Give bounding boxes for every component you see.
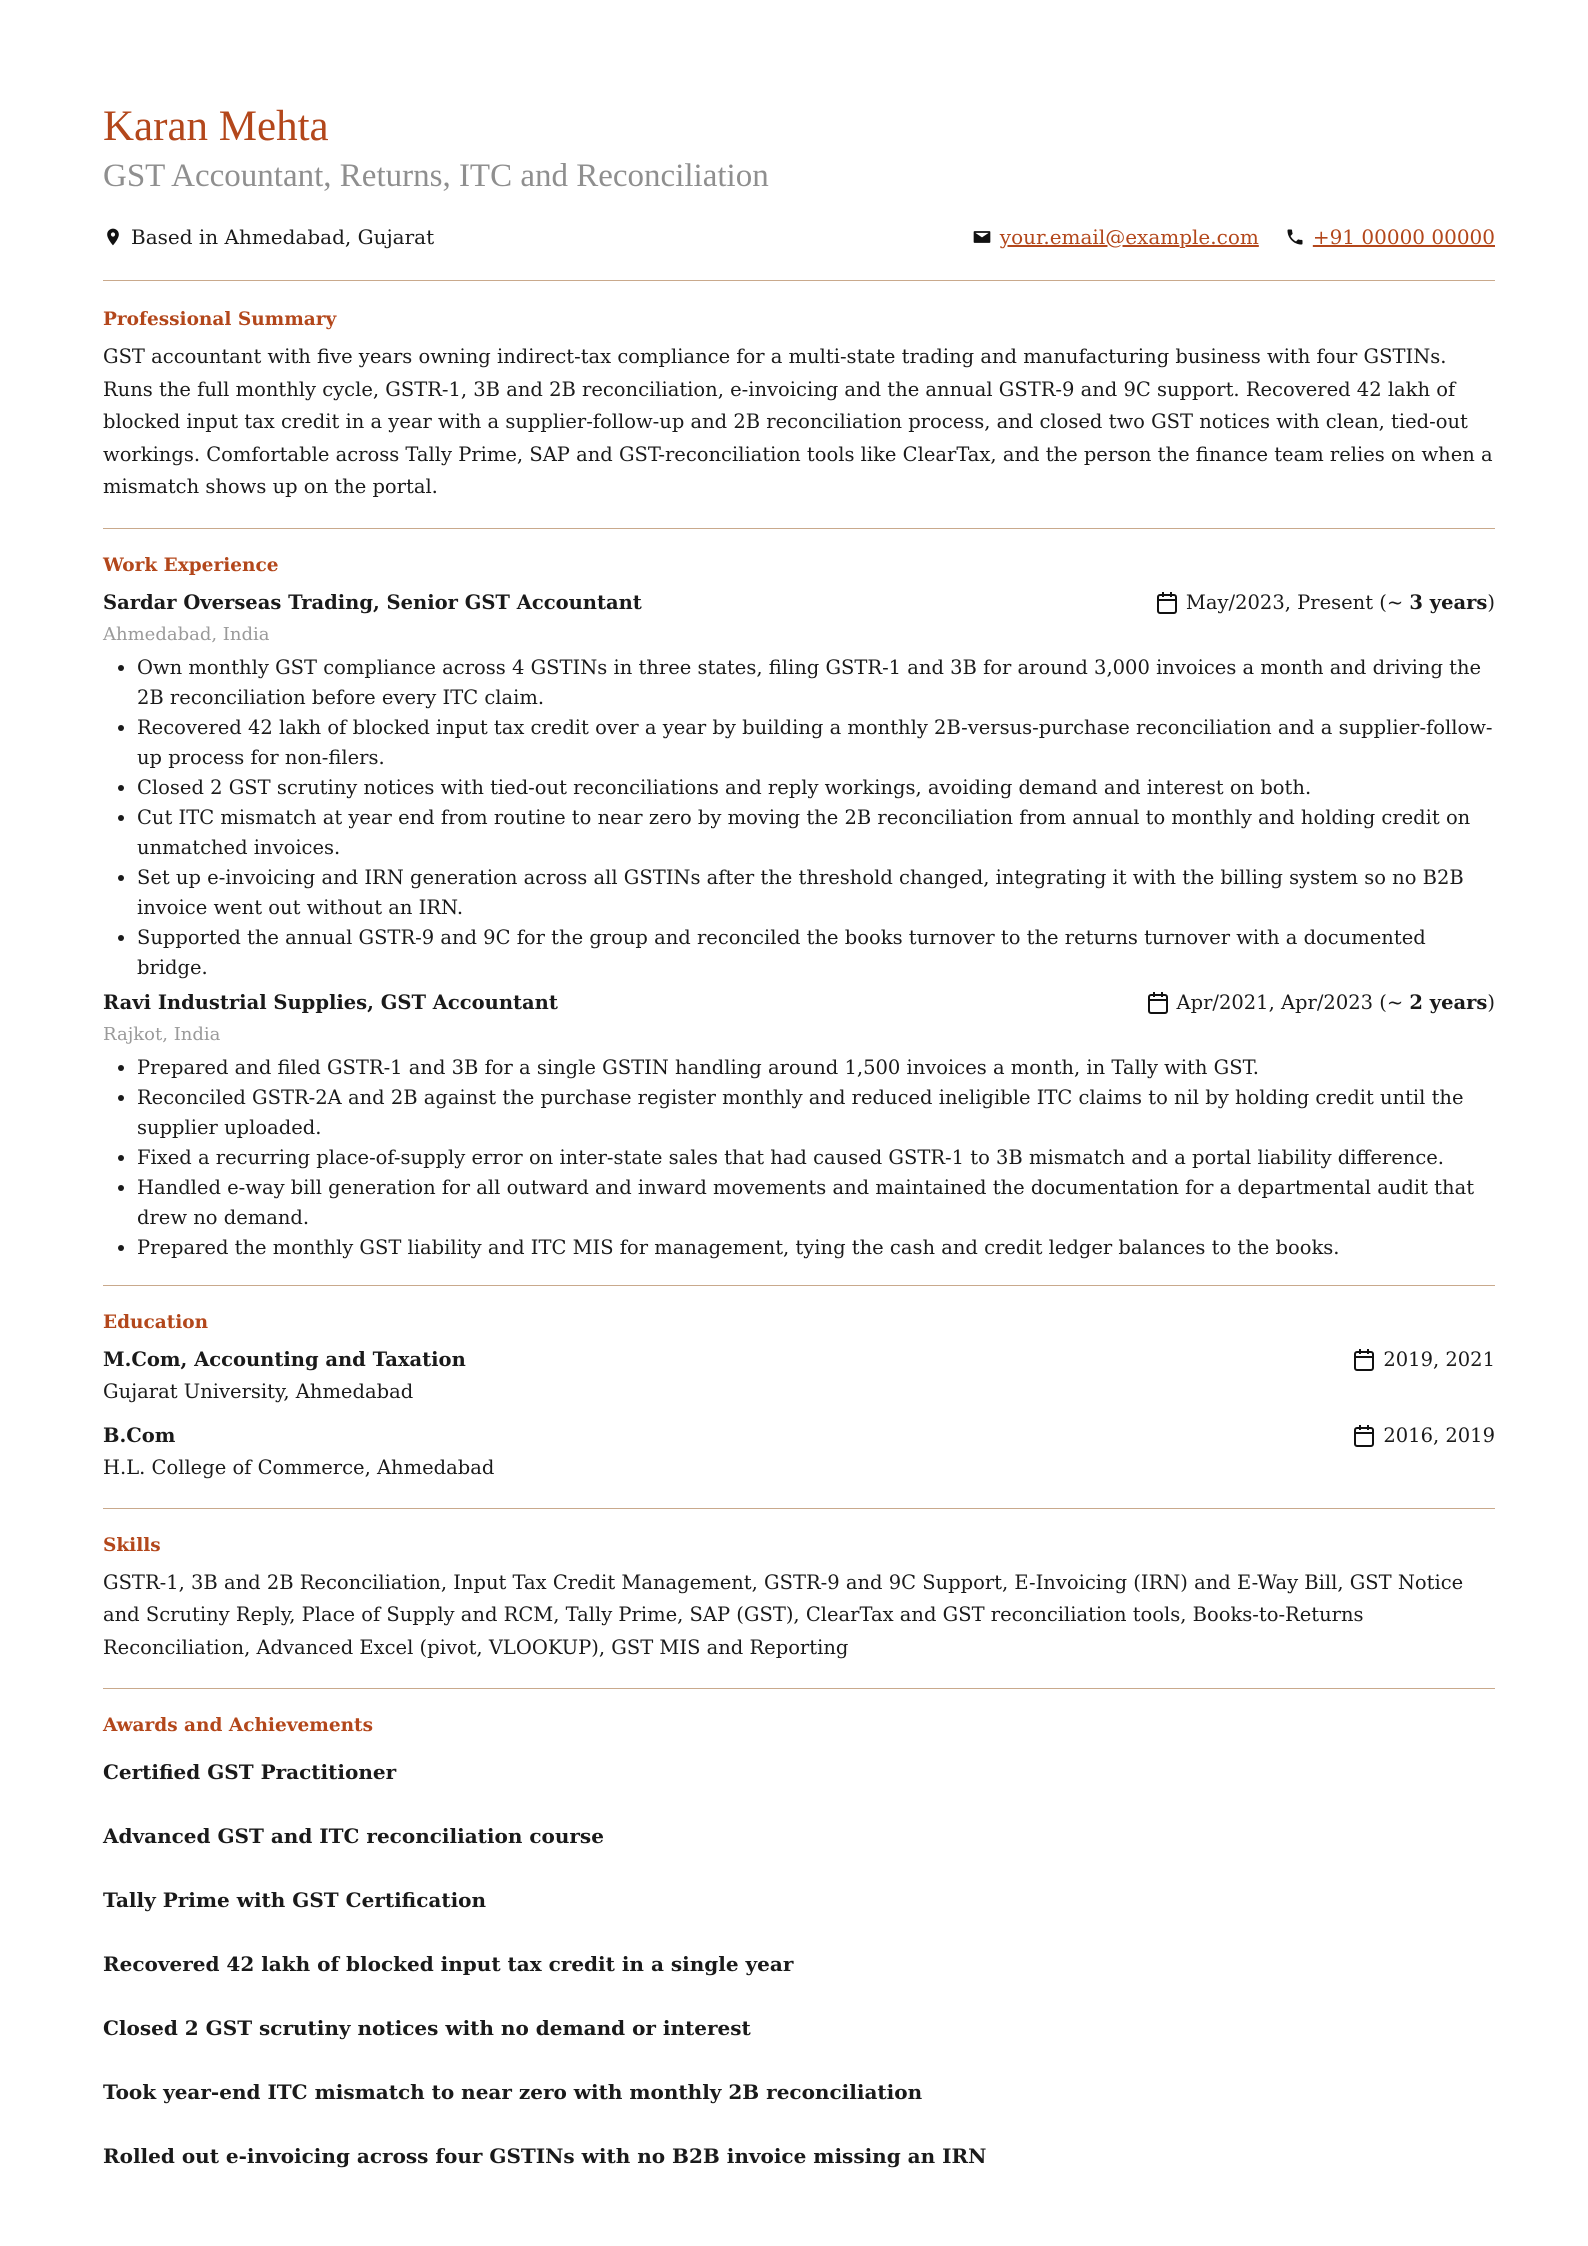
- education-entry: [103, 1344, 1495, 1408]
- map-pin-icon: [103, 227, 123, 247]
- phone-item: [1285, 225, 1495, 249]
- experience-section: [103, 529, 1495, 1285]
- section-heading: Professional Summary: [103, 309, 337, 330]
- job-title: [103, 587, 642, 619]
- section-heading: Work Experience: [103, 554, 279, 576]
- job-entry: [103, 987, 1495, 1263]
- section-heading: Education: [103, 1311, 209, 1333]
- education-entry: [103, 1420, 1495, 1484]
- award-item: Closed 2 GST scrutiny notices with no demand or interest: [103, 2016, 751, 2040]
- list-item: • Cut ITC mismatch at year end from routine to near zero by moving the 2B reconciliation from annual to monthly and holding credit on unmatched invoices.: [137, 803, 1495, 863]
- list-item: • Reconciled GSTR-2A and 2B against the purchase register monthly and reduced ineligible ITC claims to nil by holding credit until the supplier uploaded.: [137, 1083, 1495, 1143]
- award-item: Certified GST Practitioner: [103, 1760, 397, 1784]
- list-item: • Fixed a recurring place-of-supply error on inter-state sales that had caused GSTR-1 to 3B mismatch and a portal liability difference.: [137, 1143, 1495, 1173]
- list-item: • Recovered 42 lakh of blocked input tax credit over a year by building a monthly 2B-versus-purchase reconciliation and a supplier-follow-up process for non-filers.: [137, 713, 1495, 773]
- skills-text: GSTR-1, 3B and 2B Reconciliation, Input Tax Credit Management, GSTR-9 and 9C Support, E-Invoicing (IRN) and E-Way Bill, GST Notice and Scrutiny Reply, Place of Supply and RCM, Tally Prime, SAP (GST), ClearTax and GST reconciliation tools, Books-to-Returns Reconciliation, Advanced Excel (pivot, VLOOKUP), GST MIS and Reporting: [103, 1570, 1464, 1659]
- resume-page: [103, 100, 1495, 2231]
- candidate-name: Karan Mehta: [103, 103, 329, 150]
- job-entry: [103, 587, 1495, 983]
- calendar-icon: [1353, 1424, 1375, 1448]
- job-location: Rajkot, India: [103, 1023, 221, 1045]
- location-item: [103, 225, 434, 249]
- award-item: Tally Prime with GST Certification: [103, 1888, 487, 1912]
- list-item: • Prepared and filed GSTR-1 and 3B for a single GSTIN handling around 1,500 invoices a month, in Tally with GST.: [137, 1053, 1495, 1083]
- company-name: Ravi Industrial Supplies: [103, 990, 368, 1014]
- skills-section: [103, 1509, 1495, 1689]
- school-name: Gujarat University, Ahmedabad: [103, 1379, 414, 1403]
- award-item: Rolled out e-invoicing across four GSTINs with no B2B invoice missing an IRN: [103, 2144, 987, 2168]
- award-item: Advanced GST and ITC reconciliation course: [103, 1824, 604, 1848]
- email-item: [972, 225, 1259, 249]
- contact-bar: [103, 222, 1495, 252]
- award-item: Took year-end ITC mismatch to near zero with monthly 2B reconciliation: [103, 2080, 923, 2104]
- education-dates: 2016, 2019: [1353, 1420, 1495, 1452]
- section-heading: Skills: [103, 1534, 161, 1556]
- list-item: • Handled e-way bill generation for all outward and inward movements and maintained the documentation for a departmental audit that drew no demand.: [137, 1173, 1495, 1233]
- education-section: [103, 1286, 1495, 1508]
- calendar-icon: [1353, 1348, 1375, 1372]
- list-item: • Own monthly GST compliance across 4 GSTINs in three states, filing GSTR-1 and 3B for around 3,000 invoices a month and driving the 2B reconciliation before every ITC claim.: [137, 653, 1495, 713]
- job-location: Ahmedabad, India: [103, 623, 270, 645]
- job-bullets: [103, 1053, 1495, 1263]
- candidate-title: GST Accountant, Returns, ITC and Reconciliation: [103, 158, 769, 194]
- education-dates: 2019, 2021: [1353, 1344, 1495, 1376]
- company-name: Sardar Overseas Trading: [103, 590, 373, 614]
- job-role: , GST Accountant: [367, 990, 558, 1014]
- awards-section: [103, 1689, 1495, 2231]
- job-dates: Apr/2021, Apr/2023 (~ 2 years ): [1147, 987, 1496, 1019]
- job-dates: May/2023, Present (~ 3 years ): [1156, 587, 1495, 619]
- job-bullets: [103, 653, 1495, 983]
- list-item: • Set up e-invoicing and IRN generation across all GSTINs after the threshold changed, integrating it with the billing system so no B2B invoice went out without an IRN.: [137, 863, 1495, 923]
- list-item: • Supported the annual GSTR-9 and 9C for the group and reconciled the books turnover to the returns turnover with a documented bridge.: [137, 923, 1495, 983]
- list-item: • Prepared the monthly GST liability and ITC MIS for management, tying the cash and credit ledger balances to the books.: [137, 1233, 1495, 1263]
- section-heading: Awards and Achievements: [103, 1715, 374, 1736]
- job-role: , Senior GST Accountant: [372, 590, 642, 614]
- summary-text: GST accountant with five years owning indirect-tax compliance for a multi-state trading and manufacturing business with four GSTINs. Runs the full monthly cycle, GSTR-1, 3B and 2B reconciliation, e-invoicing and the annual GSTR-9 and 9C support. Recovered 42 lakh of blocked input tax credit in a year with a supplier-follow-up and 2B reconciliation process, and closed two GST notices with clean, tied-out workings. Comfortable across Tally Prime, SAP and GST-reconciliation tools like ClearTax, and the person the finance team relies on when a mismatch shows up on the portal.: [103, 345, 1493, 498]
- job-title: [103, 987, 558, 1019]
- calendar-icon: [1147, 991, 1169, 1015]
- degree-name: M.Com, Accounting and Taxation: [103, 1347, 466, 1371]
- award-item: Recovered 42 lakh of blocked input tax credit in a single year: [103, 1952, 794, 1976]
- location-text: Based in Ahmedabad, Gujarat: [131, 225, 435, 249]
- list-item: • Closed 2 GST scrutiny notices with tied-out reconciliations and reply workings, avoiding demand and interest on both.: [137, 773, 1495, 803]
- school-name: H.L. College of Commerce, Ahmedabad: [103, 1455, 495, 1479]
- email-link[interactable]: your.email@example.com: [999, 225, 1259, 249]
- summary-section: [103, 281, 1495, 528]
- phone-icon: [1285, 227, 1305, 247]
- envelope-icon: [972, 227, 992, 247]
- phone-link[interactable]: +91 00000 00000: [1312, 225, 1495, 249]
- calendar-icon: [1156, 591, 1178, 615]
- degree-name: B.Com: [103, 1423, 176, 1447]
